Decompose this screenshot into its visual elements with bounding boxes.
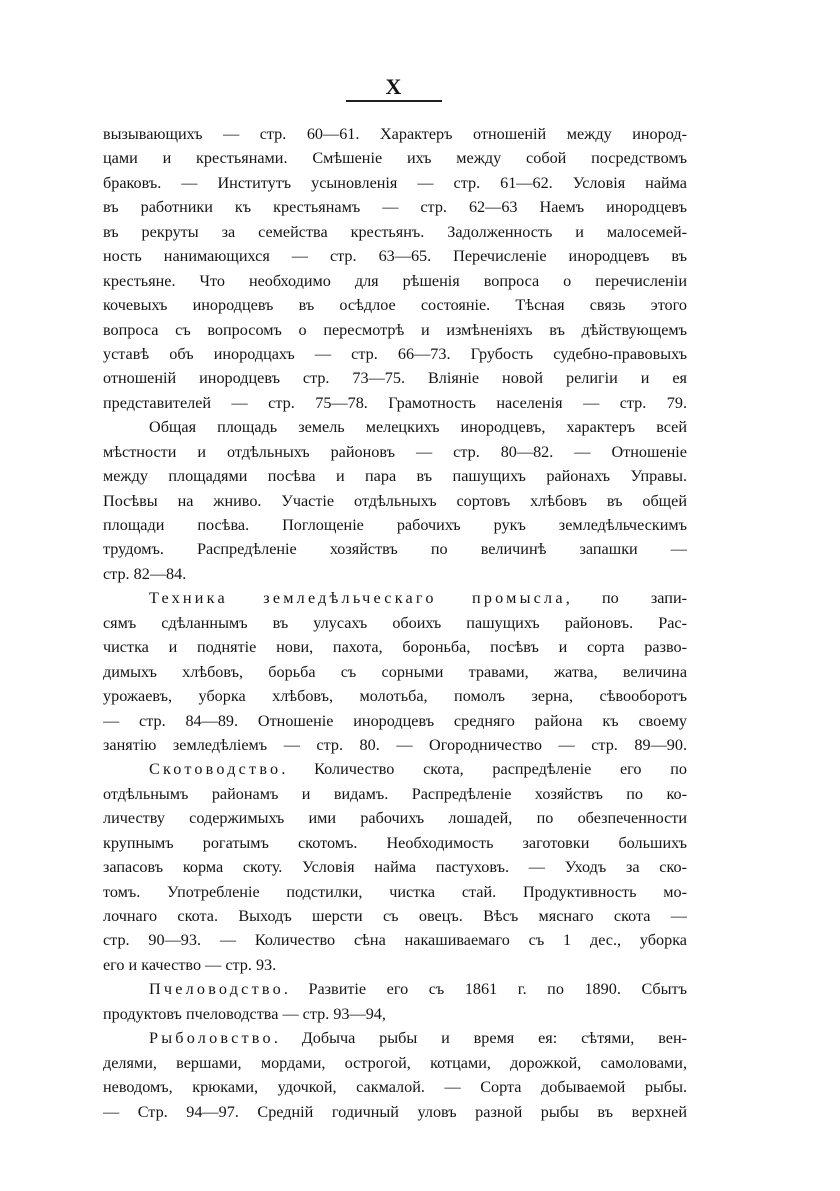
text-line: — стр. 84—89. Отношеніе инородцевъ средняго района къ своему bbox=[103, 711, 687, 730]
text-line: уставѣ объ инородцахъ — стр. 66—73. Грубость судебно-правовыхъ bbox=[103, 344, 687, 363]
text-line: личеству содержимыхъ ими рабочихъ лошадей, по обезпеченности bbox=[103, 809, 687, 828]
text-line: мѣстности и отдѣльныхъ районовъ — стр. 80—82. — Отношеніе bbox=[103, 442, 687, 461]
section-heading: Рыболовство bbox=[149, 1029, 274, 1048]
text-line: стр. 82—84. bbox=[103, 564, 187, 583]
text-line: димыхъ хлѣбовъ, борьба съ сорными травами, жатва, величина bbox=[103, 662, 687, 681]
section-heading: Пчеловодство bbox=[149, 980, 284, 999]
text-line: между площадями посѣва и пара въ пашущихъ районахъ Управы. bbox=[103, 467, 687, 486]
text-line: томъ. Употребленіе подстилки, чистка стай. Продуктивность мо- bbox=[103, 882, 687, 901]
text-line: крестьяне. Что необходимо для рѣшенія вопроса о перечисленіи bbox=[103, 271, 687, 290]
text-line: — Стр. 94—97. Средній годичный уловъ разной рыбы въ верхней bbox=[103, 1102, 687, 1121]
body-text bbox=[103, 122, 687, 1124]
text-line: делями, вершами, мордами, острогой, котцами, дорожкой, самоловами, bbox=[103, 1053, 687, 1072]
text-line: чистка и поднятіе нови, пахота, бороньба, посѣвъ и сорта разво- bbox=[103, 638, 687, 657]
text-line: ность нанимающихся — стр. 63—65. Перечисленіе инородцевъ въ bbox=[103, 247, 687, 266]
text-line: кочевыхъ инородцевъ въ осѣдлое состояніе. Тѣсная связь этого bbox=[103, 296, 687, 315]
text-line: браковъ. — Институтъ усыновленія — стр. 61—62. Условія найма bbox=[103, 173, 687, 192]
text-line: продуктовъ пчеловодства — стр. 93—94, bbox=[103, 1004, 386, 1023]
text-line: отношеній инородцевъ стр. 73—75. Вліяніе новой религіи и ея bbox=[103, 369, 687, 388]
text-line: представителей — стр. 75—78. Грамотность населенія — стр. 79. bbox=[103, 393, 687, 412]
text-line: стр. 90—93. — Количество сѣна накашиваемаго съ 1 дес., уборка bbox=[103, 931, 687, 950]
text-line: трудомъ. Распредѣленіе хозяйствъ по величинѣ запашки — bbox=[103, 540, 687, 559]
text-line: цами и крестьянами. Смѣшеніе ихъ между собой посредствомъ bbox=[103, 149, 687, 168]
text-line: отдѣльнымъ районамъ и видамъ. Распредѣленіе хозяйствъ по ко- bbox=[103, 784, 687, 803]
text-line: площади посѣва. Поглощеніе рабочихъ рукъ земледѣльческимъ bbox=[103, 516, 687, 534]
text-line: въ работники къ крестьянамъ — стр. 62—63 Наемъ инородцевъ bbox=[103, 198, 687, 217]
section-heading: Техника земледѣльческаго промысла bbox=[149, 589, 566, 608]
text-line: крупнымъ рогатымъ скотомъ. Необходимость заготовки большихъ bbox=[103, 833, 687, 852]
text-line: Посѣвы на жниво. Участіе отдѣльныхъ сортовъ хлѣбовъ въ общей bbox=[103, 491, 687, 510]
text-line: Скотоводство. Количество скота, распредѣленіе его по bbox=[149, 760, 687, 779]
text-line: Пчеловодство. Развитіе его съ 1861 г. по 1890. Сбытъ bbox=[149, 980, 687, 999]
text-line: сямъ сдѣланнымъ въ улусахъ обоихъ пашущихъ районовъ. Рас- bbox=[103, 613, 687, 632]
text-line: урожаевъ, уборка хлѣбовъ, молотьба, помолъ зерна, сѣвооборотъ bbox=[103, 687, 687, 706]
text-line: занятію земледѣліемъ — стр. 80. — Огородничество — стр. 89—90. bbox=[103, 735, 687, 754]
page-number: X bbox=[385, 74, 403, 99]
text-line: Рыболовство. Добыча рыбы и время ея: сѣтями, вен- bbox=[149, 1029, 687, 1048]
text-line: Общая площадь земель мелецкихъ инородцевъ, характеръ всей bbox=[149, 418, 687, 437]
text-line: запасовъ корма скоту. Условія найма пастуховъ. — Уходъ за ско- bbox=[103, 858, 687, 877]
section-heading: Скотоводство bbox=[149, 760, 282, 779]
text-line: его и качество — стр. 93. bbox=[103, 955, 277, 974]
header-rule bbox=[346, 100, 442, 102]
text-line: вызывающихъ — стр. 60—61. Характеръ отношеній между инород- bbox=[103, 125, 687, 143]
text-line: неводомъ, крюками, удочкой, сакмалой. — Сорта добываемой рыбы. bbox=[103, 1078, 687, 1097]
text-line: Техника земледѣльческаго промысла, по запи- bbox=[149, 589, 687, 608]
text-line: вопроса съ вопросомъ о пересмотрѣ и измѣненіяхъ въ дѣйствующемъ bbox=[103, 320, 687, 339]
text-line: въ рекруты за семейства крестьянъ. Задолженность и малосемей- bbox=[103, 222, 687, 241]
text-line: лочнаго скота. Выходъ шерсти съ овецъ. Вѣсъ мяснаго скота — bbox=[103, 907, 687, 925]
